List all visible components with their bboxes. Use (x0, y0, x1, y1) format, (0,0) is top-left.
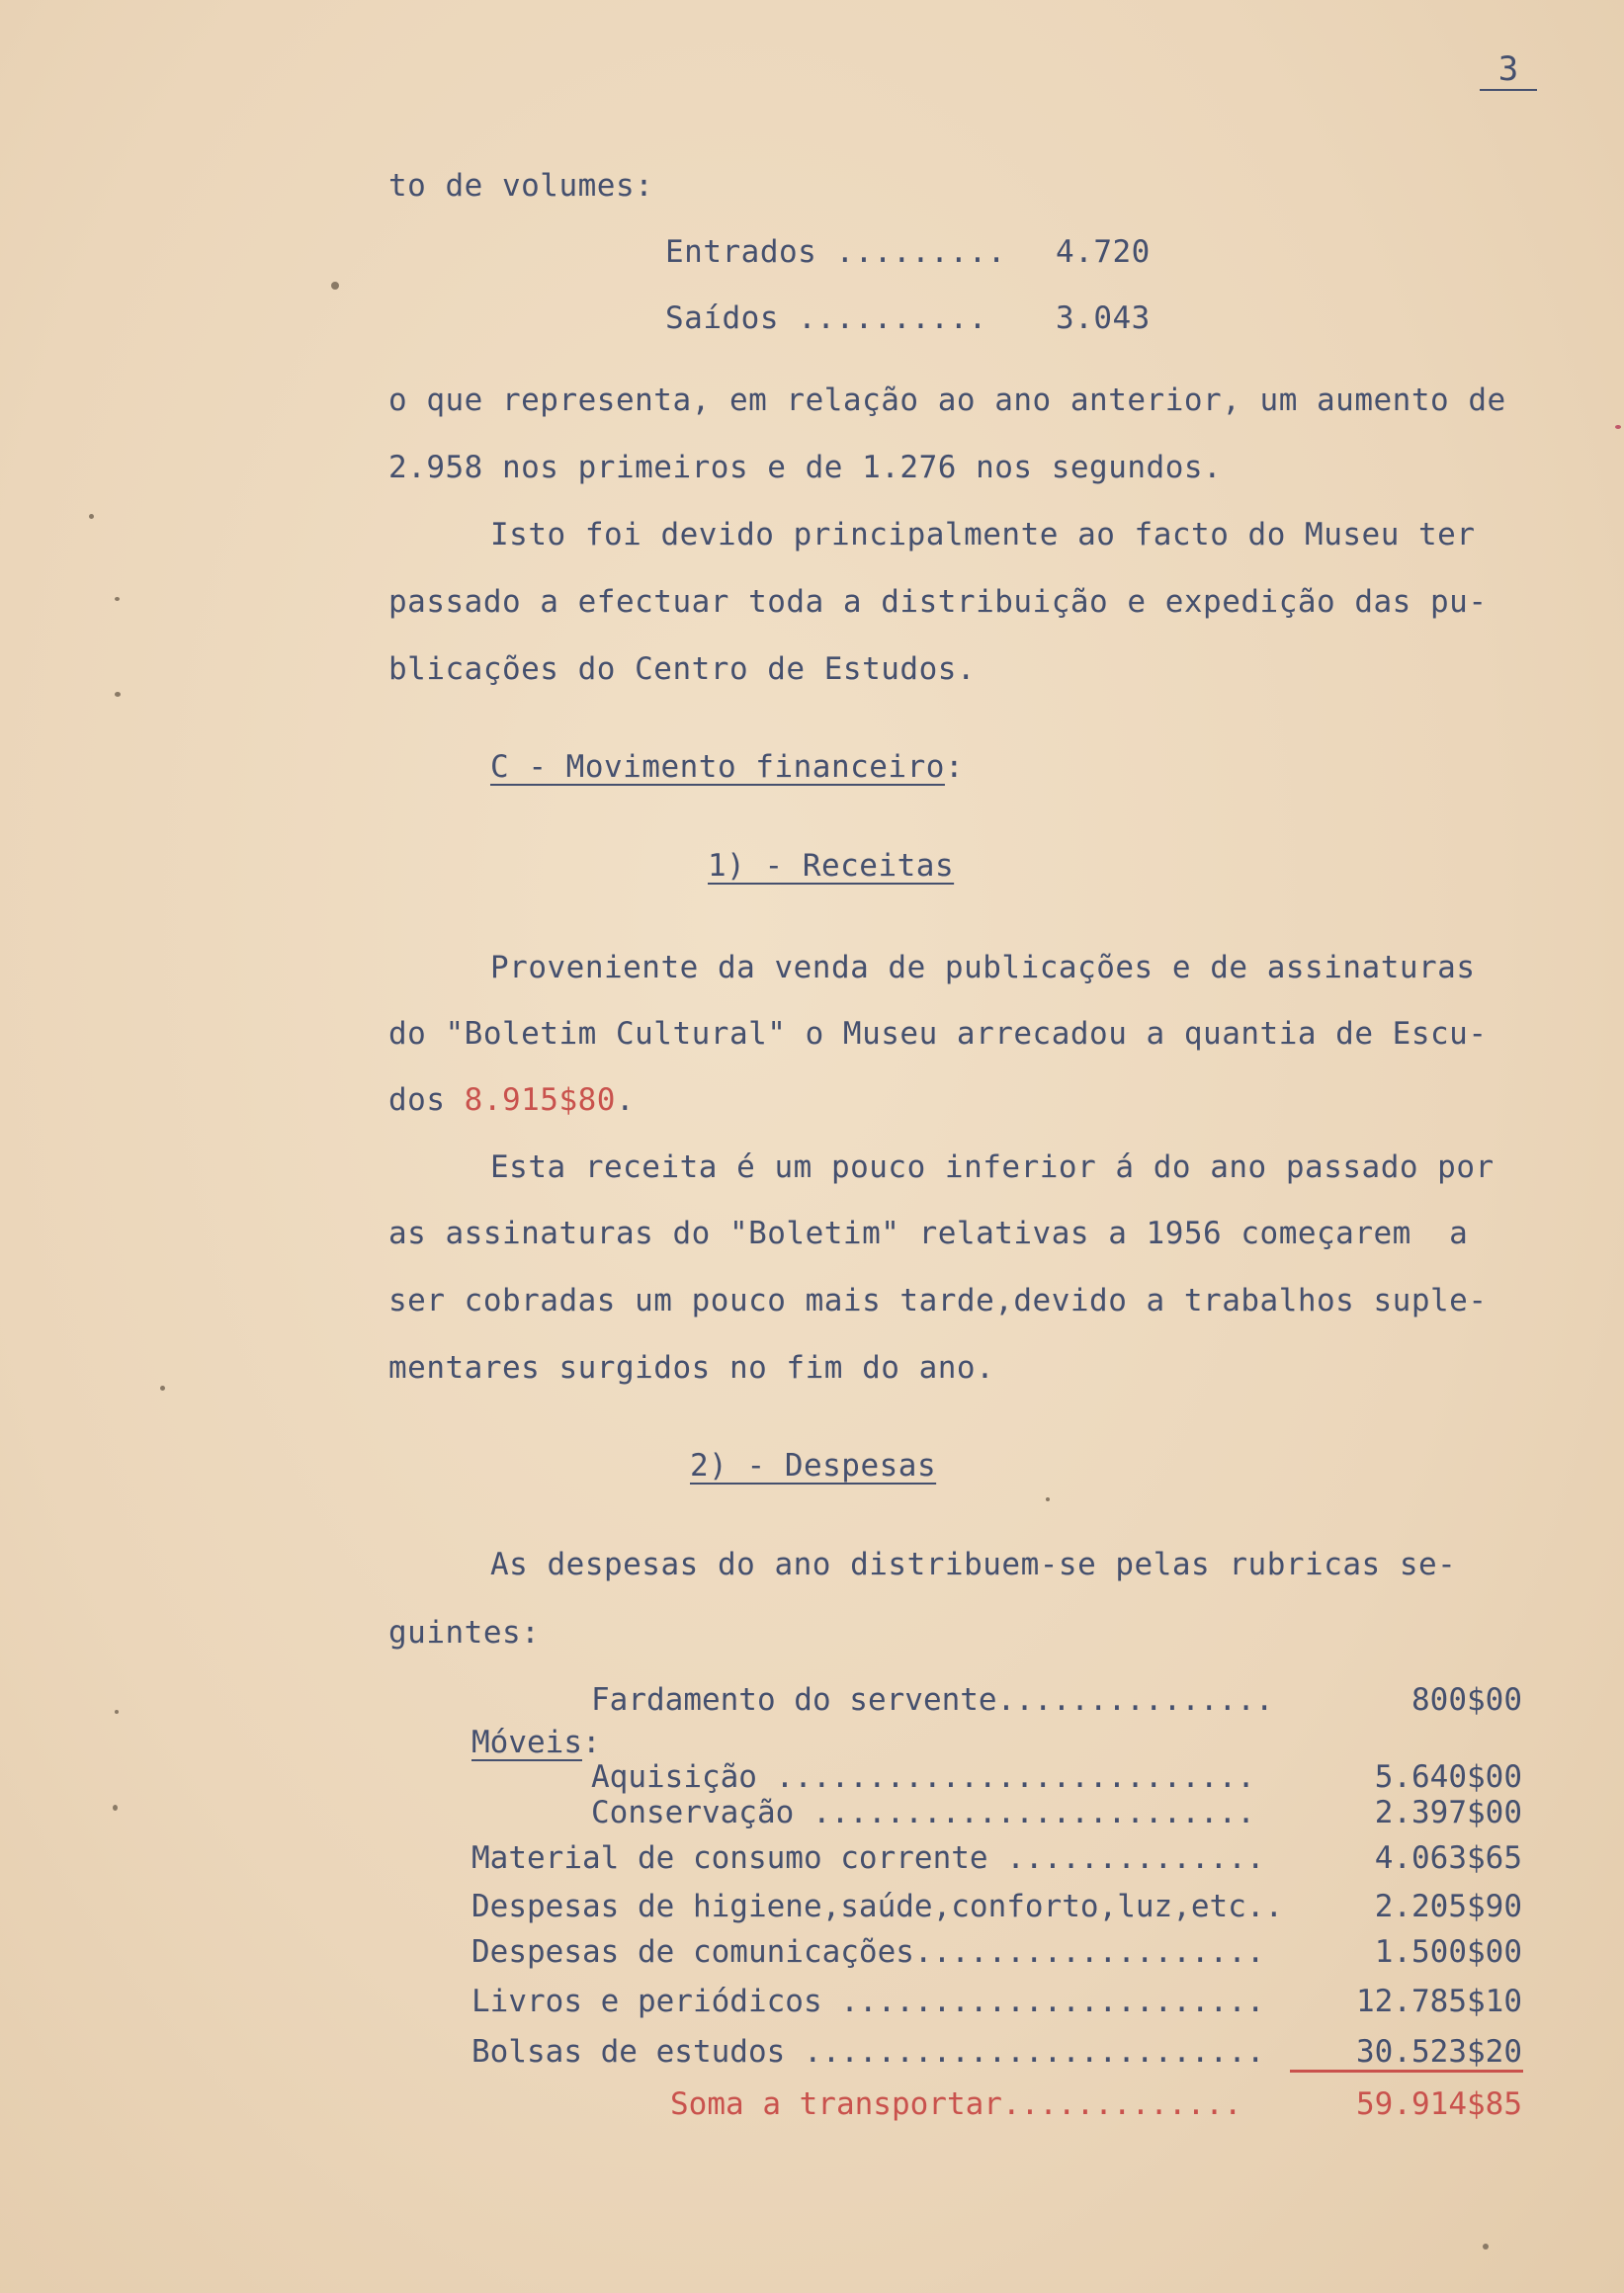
moveis-heading (471, 1723, 601, 1762)
paper-speck (1615, 425, 1621, 429)
paragraph-line: 2.958 nos primeiros e de 1.276 nos segundos. (388, 450, 1223, 485)
paragraph-line: Proveniente da venda de publicações e de assinaturas (490, 950, 1476, 985)
paper-speck (331, 282, 339, 290)
section-c-heading (490, 747, 964, 787)
expense-label-material: Material de consumo corrente .............. (471, 1840, 1265, 1876)
volumes-saidos-label: Saídos .......... (665, 300, 987, 336)
total-value: 59.914$85 (1356, 2086, 1522, 2122)
volumes-entrados-value: 4.720 (1056, 234, 1151, 270)
paragraph-line: As despesas do ano distribuem-se pelas rubricas se- (490, 1547, 1457, 1582)
paper-speck (89, 514, 94, 519)
section-c-colon: : (944, 749, 965, 785)
expense-value-livros: 12.785$10 (1356, 1984, 1522, 2019)
paper-speck (115, 597, 120, 601)
expense-label-comunicacoes: Despesas de comunicações................... (471, 1934, 1265, 1970)
period: . (615, 1082, 636, 1118)
expense-value-fardamento: 800$00 (1411, 1682, 1522, 1718)
paragraph-line: o que representa, em relação ao ano anterior, um aumento de (388, 382, 1506, 418)
paragraph-line: as assinaturas do "Boletim" relativas a 1956 começarem a (388, 1216, 1469, 1251)
paragraph-line: do "Boletim Cultural" o Museu arrecadou a quantia de Escu- (388, 1016, 1488, 1052)
expense-label-aquisicao: Aquisição .......................... (591, 1759, 1255, 1795)
expense-label-higiene: Despesas de higiene,saúde,conforto,luz,etc.. (471, 1889, 1284, 1924)
paper-speck (1046, 1497, 1050, 1501)
paragraph-line: guintes: (388, 1615, 541, 1651)
expense-value-bolsas: 30.523$20 (1356, 2034, 1522, 2070)
section-c-title: C - Movimento financeiro (490, 749, 945, 785)
intro-line: to de volumes: (388, 168, 654, 204)
moveis-title: Móveis (471, 1725, 582, 1760)
expense-value-material: 4.063$65 (1374, 1840, 1522, 1876)
volumes-entrados-label: Entrados ......... (665, 234, 1006, 270)
paragraph-line: dos (388, 1082, 465, 1118)
paper-speck (113, 1805, 118, 1811)
paper-speck (1483, 2244, 1489, 2250)
receitas-amount-line (388, 1080, 635, 1120)
total-underline (1290, 2070, 1523, 2073)
paragraph-line: blicações do Centro de Estudos. (388, 651, 977, 687)
despesas-heading: 2) - Despesas (690, 1448, 937, 1484)
total-label: Soma a transportar............. (670, 2086, 1242, 2122)
receitas-heading: 1) - Receitas (708, 848, 955, 884)
paragraph-line: Esta receita é um pouco inferior á do ano passado por (490, 1149, 1495, 1185)
expense-value-aquisicao: 5.640$00 (1374, 1759, 1522, 1795)
page-number: 3 (1480, 49, 1537, 91)
expense-value-comunicacoes: 1.500$00 (1374, 1934, 1522, 1970)
paper-speck (115, 692, 121, 697)
expense-value-conservacao: 2.397$00 (1374, 1795, 1522, 1830)
expense-label-livros: Livros e periódicos ....................... (471, 1984, 1265, 2019)
volumes-saidos-value: 3.043 (1056, 300, 1151, 336)
paragraph-line: ser cobradas um pouco mais tarde,devido a trabalhos suple- (388, 1283, 1488, 1318)
paragraph-line: passado a efectuar toda a distribuição e expedição das pu- (388, 584, 1488, 620)
expense-label-conservacao: Conservação ........................ (591, 1795, 1255, 1830)
paper-speck (115, 1710, 119, 1714)
paper-speck (160, 1386, 165, 1391)
moveis-colon: : (581, 1725, 601, 1760)
expense-label-bolsas: Bolsas de estudos ......................... (471, 2034, 1265, 2070)
paragraph-line: Isto foi devido principalmente ao facto do Museu ter (490, 517, 1476, 552)
expense-label-fardamento: Fardamento do servente............... (591, 1682, 1274, 1718)
paragraph-line: mentares surgidos no fim do ano. (388, 1350, 995, 1386)
expense-value-higiene: 2.205$90 (1374, 1889, 1522, 1924)
receitas-amount: 8.915$80 (464, 1082, 616, 1118)
